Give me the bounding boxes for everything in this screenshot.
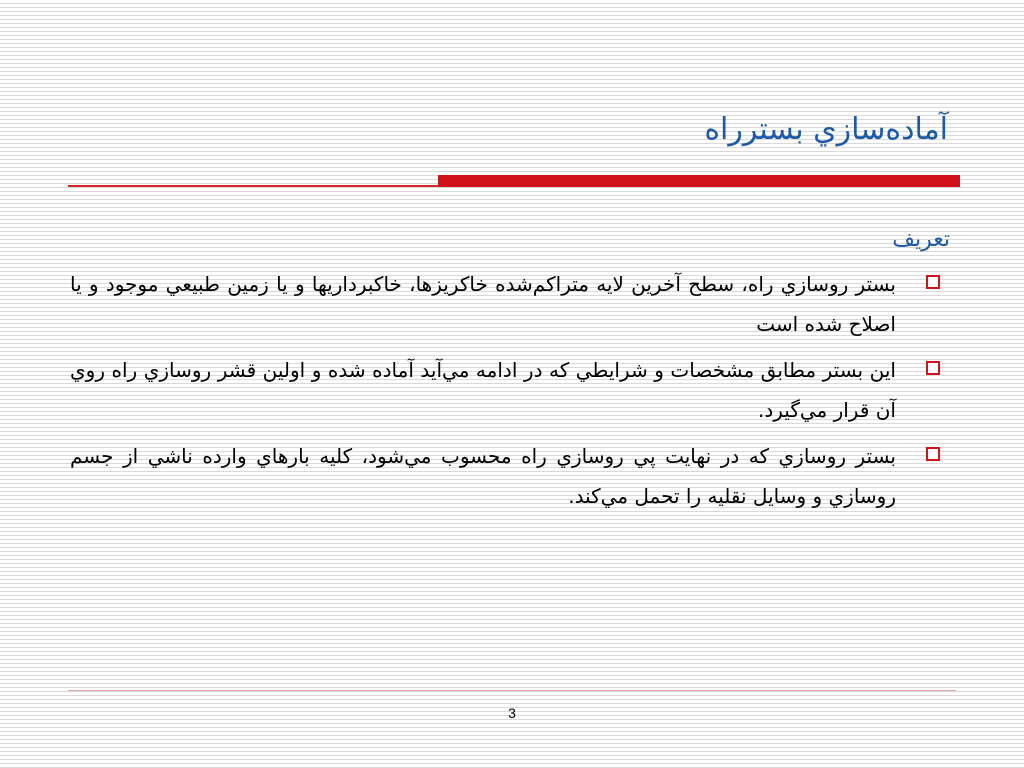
page-number: 3 xyxy=(508,705,516,721)
bullet-item xyxy=(70,264,950,344)
hollow-square-icon xyxy=(926,275,940,289)
bullet-list xyxy=(70,264,950,516)
title-underline-thin xyxy=(68,185,440,187)
bullet-text: بستر روسازي راه، سطح آخرين لايه متراكم‌شده خاكريزها، خاكبرداريها و يا زمين طبيعي موجود و يا اصلاح شده است xyxy=(70,272,896,336)
footer-divider xyxy=(68,690,956,691)
bullet-text: بستر روسازي كه در نهايت پي روسازي راه محسوب مي‌شود، كليه بارهاي وارده ناشي از جسم روسازي و وسايل نقليه را تحمل مي‌كند. xyxy=(70,444,896,508)
hollow-square-icon xyxy=(926,447,940,461)
section-heading: تعريف xyxy=(892,227,950,252)
title-accent-bar xyxy=(438,175,960,187)
slide-title: آماده‌سازي بستر‌راه xyxy=(704,112,948,147)
hollow-square-icon xyxy=(926,361,940,375)
bullet-text: اين بستر مطابق مشخصات و شرايطي كه در ادامه مي‌آيد آماده شده و اولين قشر روسازي راه روي آن قرار مي‌گيرد. xyxy=(70,358,896,422)
bullet-item xyxy=(70,436,950,516)
slide-body xyxy=(70,222,950,522)
bullet-item xyxy=(70,350,950,430)
